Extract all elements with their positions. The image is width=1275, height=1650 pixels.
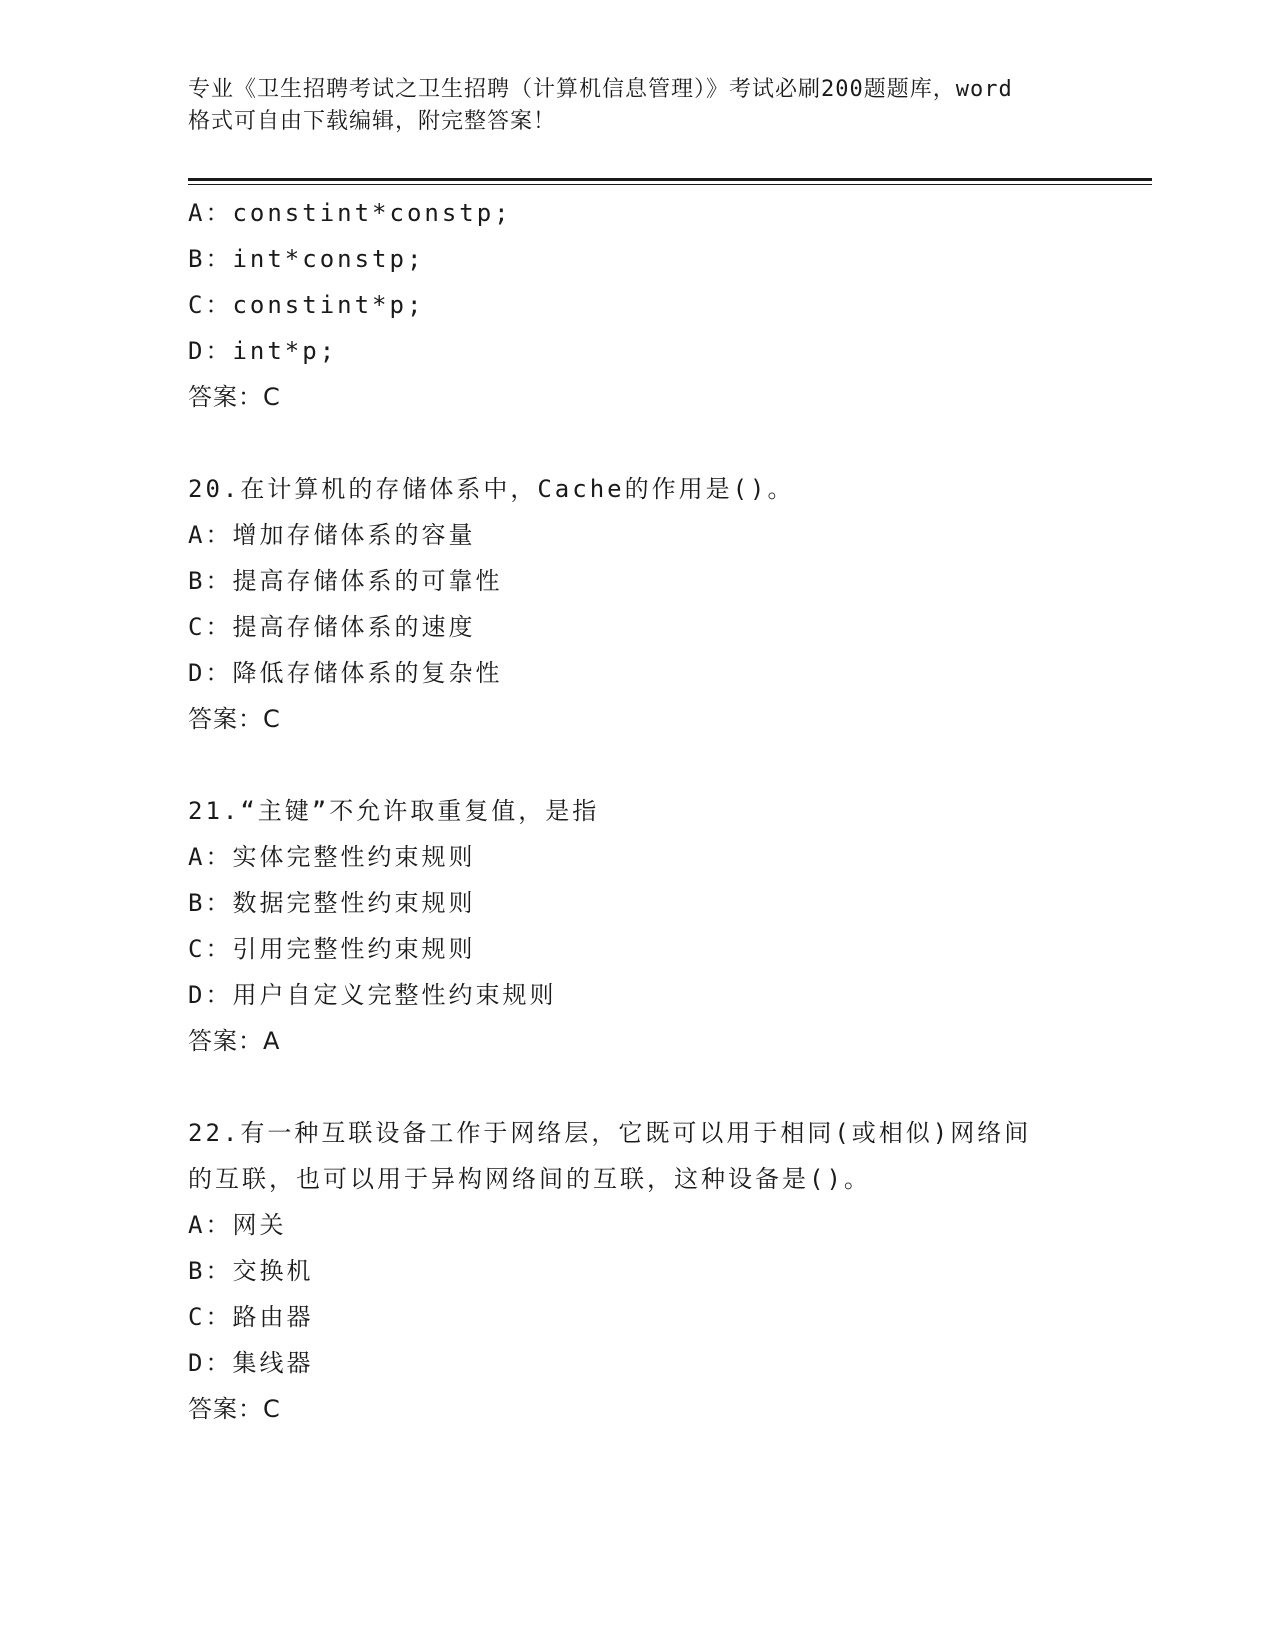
header-rule-thin [188,184,1152,185]
option-a: A：增加存储体系的容量 [188,521,476,549]
question-stem-line-2: 的互联，也可以用于异构网络间的互联，这种设备是()。 [188,1165,871,1193]
option-a: A：constint*constp; [188,199,512,227]
document-body [188,190,1088,1432]
answer: 答案：A [188,1027,281,1055]
question-stem: 20.在计算机的存储体系中，Cache的作用是()。 [188,475,795,503]
option-c: C：constint*p; [188,291,425,319]
option-b: B：int*constp; [188,245,425,273]
header-line-1: 专业《卫生招聘考试之卫生招聘（计算机信息管理）》考试必刷200题题库，word [188,77,1013,102]
option-c: C：提高存储体系的速度 [188,613,476,641]
question-21 [188,788,1088,1064]
header-rule-thick [188,178,1152,181]
option-c: C：引用完整性约束规则 [188,935,476,963]
question-22 [188,1110,1088,1432]
answer: 答案：C [188,1395,281,1423]
option-d: D：降低存储体系的复杂性 [188,659,503,687]
answer: 答案：C [188,705,281,733]
option-a: A：网关 [188,1211,287,1239]
document-header [188,74,1088,138]
option-b: B：提高存储体系的可靠性 [188,567,503,595]
question-19 [188,190,1088,420]
question-stem: 21.“主键”不允许取重复值，是指 [188,797,600,825]
option-c: C：路由器 [188,1303,314,1331]
question-20 [188,466,1088,742]
question-stem-line-1: 22.有一种互联设备工作于网络层，它既可以用于相同(或相似)网络间 [188,1119,1032,1147]
option-d: D：用户自定义完整性约束规则 [188,981,557,1009]
option-d: D：int*p; [188,337,338,365]
option-a: A：实体完整性约束规则 [188,843,476,871]
header-line-2: 格式可自由下载编辑，附完整答案！ [188,109,557,134]
answer: 答案：C [188,383,281,411]
option-b: B：数据完整性约束规则 [188,889,476,917]
option-b: B：交换机 [188,1257,314,1285]
option-d: D：集线器 [188,1349,314,1377]
